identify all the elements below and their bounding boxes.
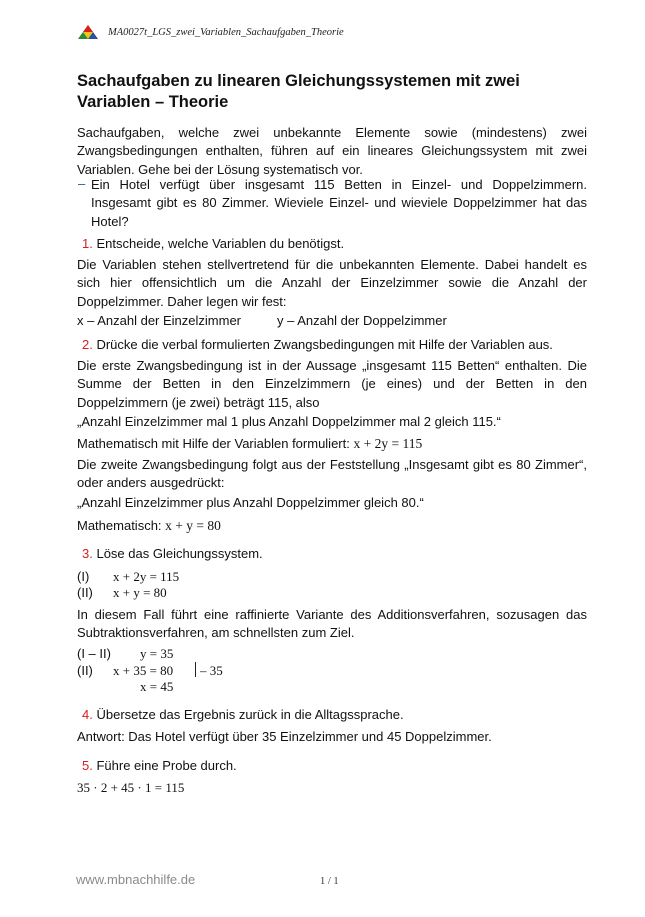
step-number: 2. — [82, 337, 93, 352]
step-1-text: Die Variablen stehen stellvertretend für die unbekannten Elemente. Dabei handelt es sich hier offensichtlich um die Anzahl der Einzelzimmer sowie die Anzahl der Doppelzimmer. Daher legen wir fest: — [77, 257, 587, 309]
formal-label: Mathematisch mit Hilfe der Variablen formuliert: — [77, 436, 350, 451]
step-4-heading — [82, 706, 404, 724]
quote-condition-2: „Anzahl Einzelzimmer plus Anzahl Doppelzimmer gleich 80.“ — [77, 495, 424, 510]
step-3-text: In diesem Fall führt eine raffinierte Variante des Additionsverfahren, sozusagen das Subtraktionsverfahren, am schnellsten zum Ziel. — [77, 607, 587, 641]
solve-operation: – 35 — [200, 663, 223, 678]
step-number: 4. — [82, 707, 93, 722]
example-text: Ein Hotel verfügt über insgesamt 115 Betten in Einzel- und Doppelzimmern. Insgesamt gibt es 80 Zimmer. Wieviele Einzel- und wieviele Doppelzimmer hat das Hotel? — [91, 177, 587, 229]
solve-equation: x + 35 = 80 — [113, 663, 174, 678]
step-label: Drücke die verbal formulierten Zwangsbedingungen mit Hilfe der Variablen aus. — [96, 337, 553, 352]
answer-text: Antwort: Das Hotel verfügt über 35 Einzelzimmer und 45 Doppelzimmer. — [77, 729, 492, 744]
solve-equation: x = 45 — [140, 679, 174, 694]
solve-equation: y = 35 — [140, 646, 174, 661]
page-title: Sachaufgaben zu linearen Gleichungssystemen mit zwei Variablen – Theorie — [77, 72, 520, 111]
system-label: (II) — [77, 585, 93, 600]
solve-label: (II) — [77, 663, 93, 678]
bullet-dash: – — [78, 176, 86, 191]
formal-condition-2 — [77, 517, 221, 534]
formal-label: Mathematisch: — [77, 518, 162, 533]
intro-text: Sachaufgaben, welche zwei unbekannte Elemente sowie (mindestens) zwei Zwangsbedingungen enthalten, führen auf ein lineares Gleichungssystem mit zwei Variablen. Gehe bei der Lösung systematisch vor. — [77, 125, 587, 177]
step-5-heading — [82, 757, 237, 775]
page-number: 1 / 1 — [320, 876, 339, 887]
variable-y-definition: y – Anzahl der Doppelzimmer — [277, 313, 447, 328]
step-2-text-1: Die erste Zwangsbedingung ist in der Aussage „insgesamt 115 Betten“ enthalten. Die Summe der Betten in den Einzelzimmern (je eines) und der Betten in den Doppelzimmern (je zwei) beträgt 115, also — [77, 358, 587, 410]
variable-x-definition: x – Anzahl der Einzelzimmer — [77, 313, 242, 328]
check-equation: 35 · 2 + 45 · 1 = 115 — [77, 780, 185, 795]
step-2-text-2: Die zweite Zwangsbedingung folgt aus der Feststellung „Insgesamt gibt es 80 Zimmer“, oder anders ausgedrückt: — [77, 457, 587, 491]
step-number: 5. — [82, 758, 93, 773]
quote-condition-1: „Anzahl Einzelzimmer mal 1 plus Anzahl Doppelzimmer mal 2 gleich 115.“ — [77, 414, 501, 429]
step-3-heading — [82, 545, 263, 563]
step-label: Führe eine Probe durch. — [96, 758, 237, 773]
step-number: 3. — [82, 546, 93, 561]
system-equation: x + 2y = 115 — [113, 569, 180, 584]
step-2-heading — [82, 336, 553, 354]
step-1-heading — [82, 235, 344, 253]
document-header: MA0027t_LGS_zwei_Variablen_Sachaufgaben_Theorie — [108, 27, 344, 38]
formal-condition-1 — [77, 435, 422, 452]
equation: x + 2y = 115 — [353, 436, 423, 451]
step-label: Löse das Gleichungssystem. — [96, 546, 263, 561]
step-label: Entscheide, welche Variablen du benötigst. — [96, 236, 345, 251]
logo-icon — [77, 24, 99, 40]
operation-bar — [195, 662, 196, 677]
step-number: 1. — [82, 236, 93, 251]
solve-label: (I – II) — [77, 646, 111, 661]
system-equation: x + y = 80 — [113, 585, 167, 600]
system-label: (I) — [77, 569, 90, 584]
footer-site: www.mbnachhilfe.de — [76, 872, 196, 887]
equation: x + y = 80 — [165, 518, 221, 533]
step-label: Übersetze das Ergebnis zurück in die Alltagssprache. — [96, 707, 404, 722]
